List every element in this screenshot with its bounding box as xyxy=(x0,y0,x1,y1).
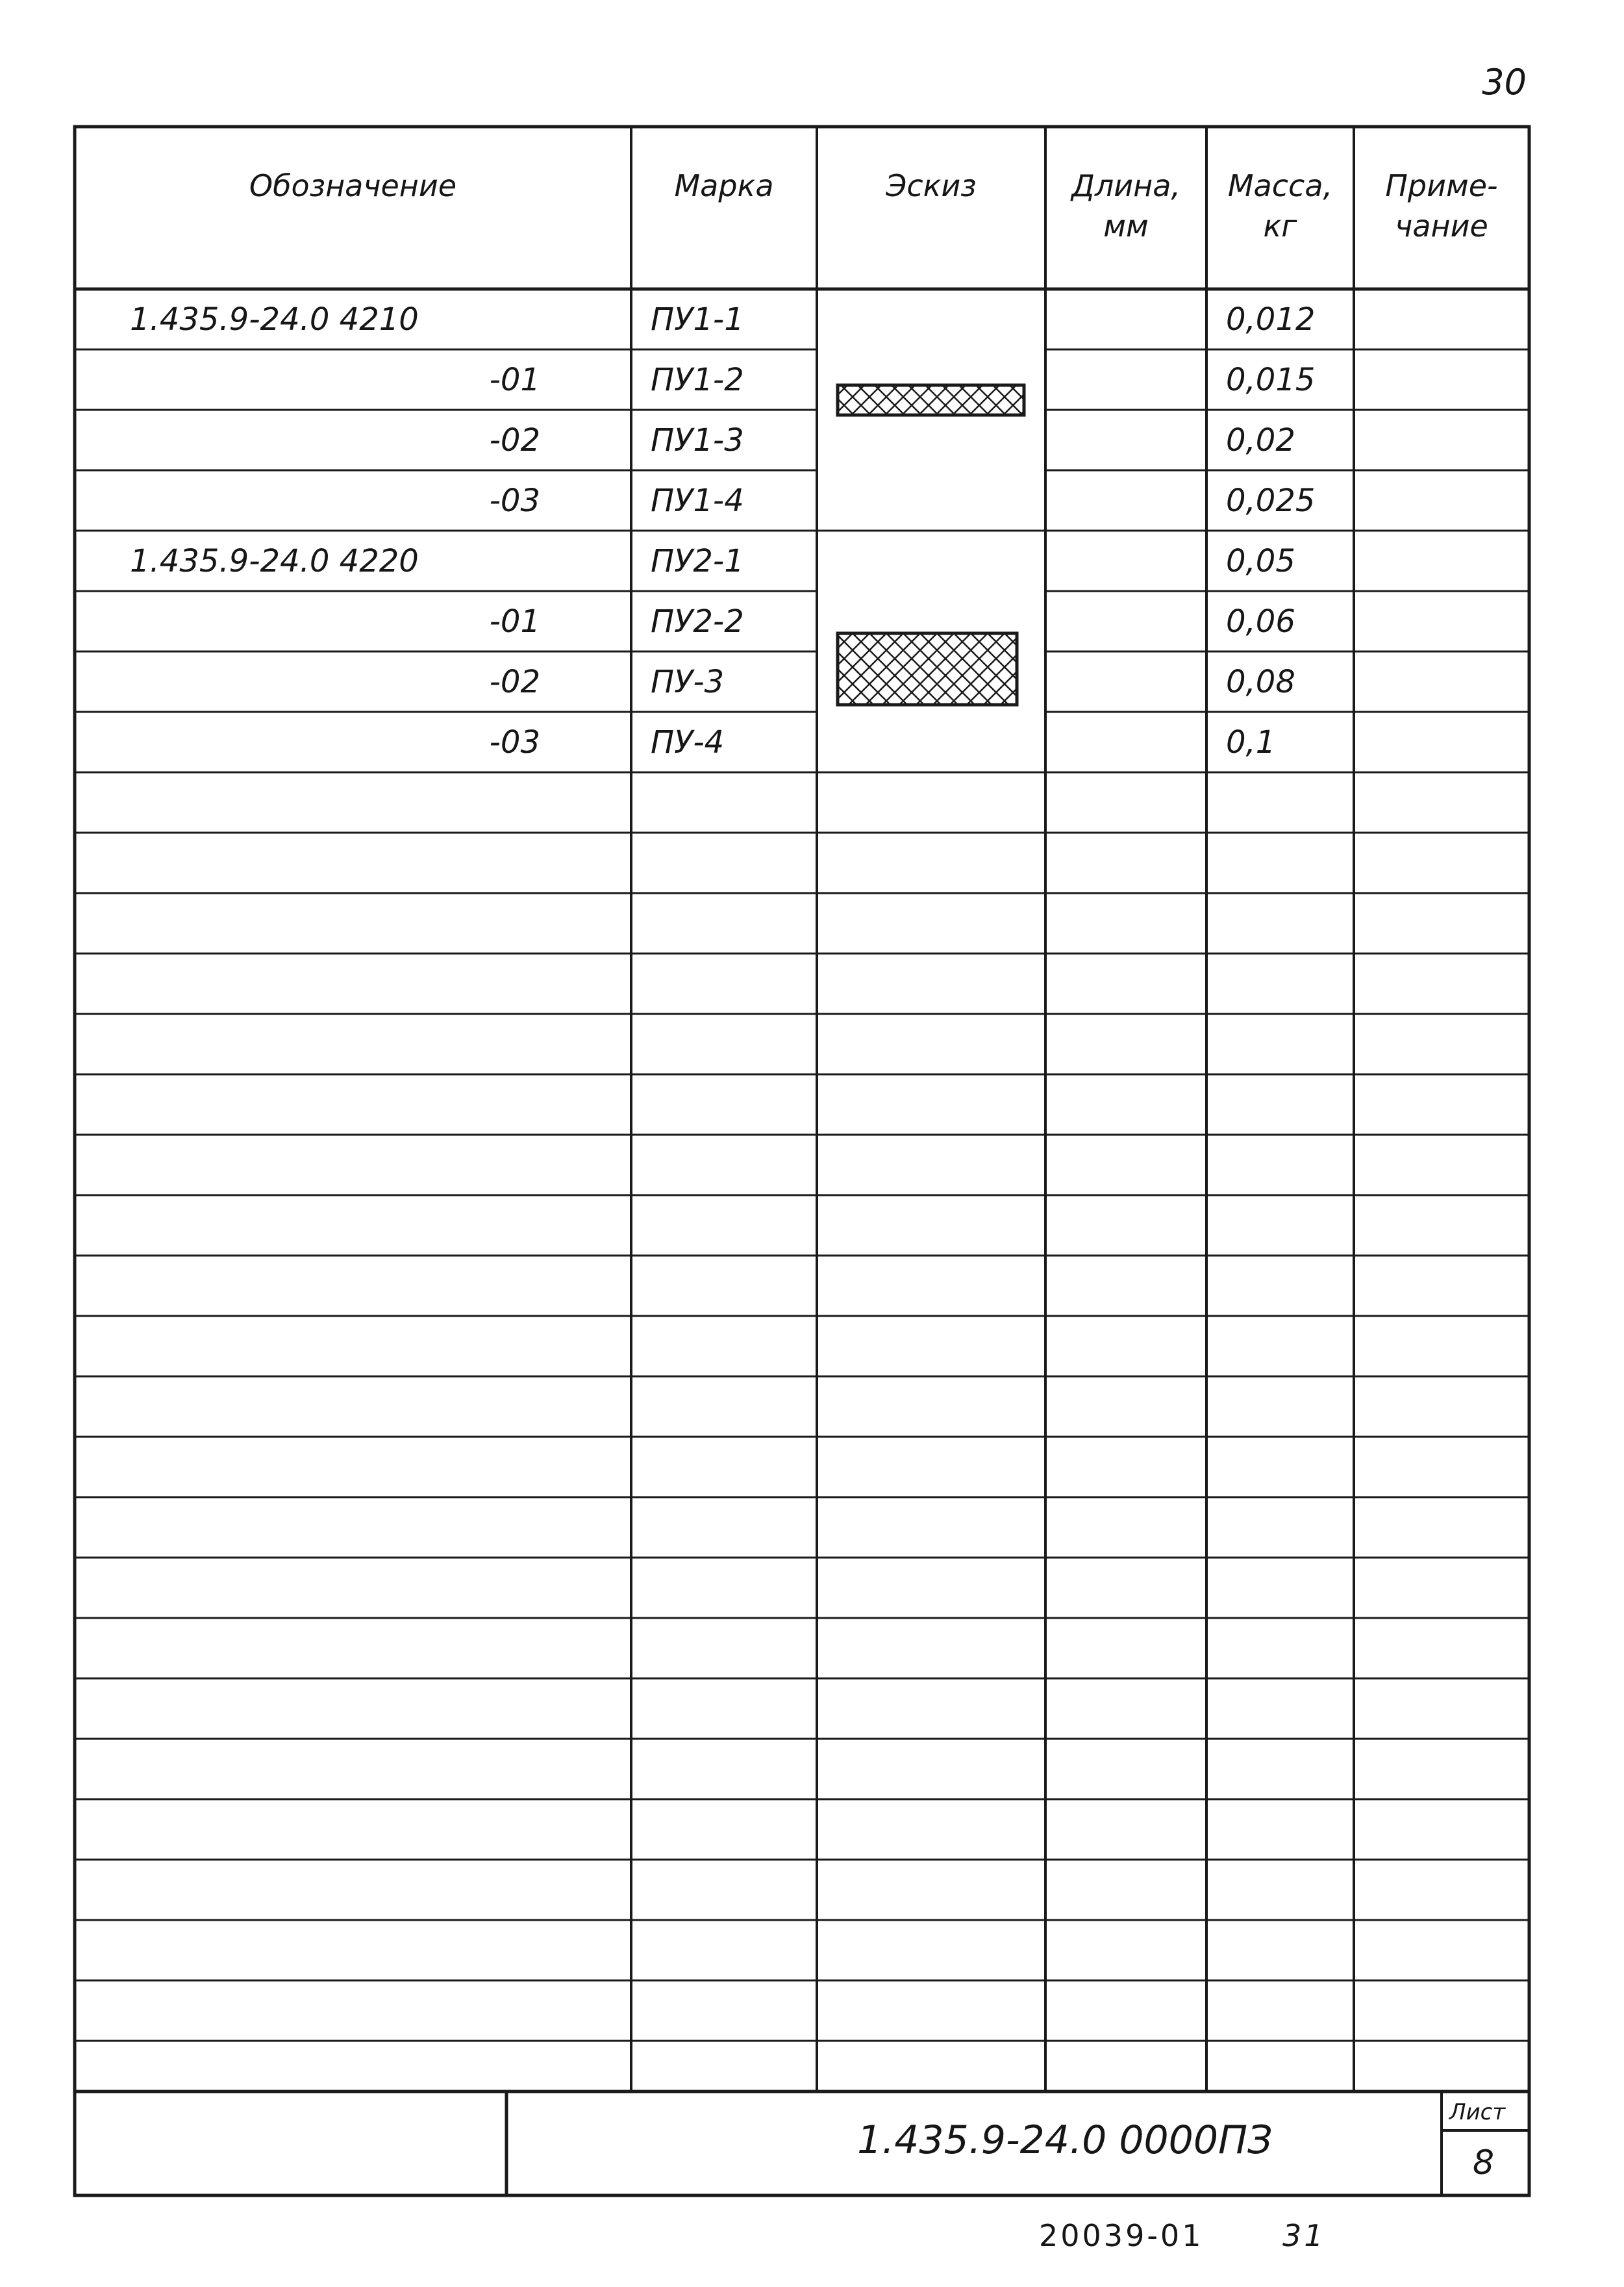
mark-cell: ПУ1-2 xyxy=(651,361,744,398)
note-cell xyxy=(1354,349,1529,410)
archive-code: 20039-01 xyxy=(1039,2218,1204,2253)
note-cell xyxy=(1354,289,1529,349)
header-mass xyxy=(1206,166,1354,246)
header-length xyxy=(1045,166,1206,246)
header-mass-line2: кг xyxy=(1263,208,1297,244)
header-note xyxy=(1354,166,1529,246)
mass-cell: 0,1 xyxy=(1226,724,1276,761)
note-cell xyxy=(1354,591,1529,651)
designation-cell: -02 xyxy=(489,422,540,459)
header-sketch: Эскиз xyxy=(886,168,977,203)
note-cell xyxy=(1354,712,1529,772)
mass-cell: 0,015 xyxy=(1226,361,1316,398)
designation-cell: 1.435.9-24.0 4220 xyxy=(130,542,419,579)
document-code: 1.435.9-24.0 0000ПЗ xyxy=(857,2117,1273,2163)
note-cell xyxy=(1354,531,1529,591)
length-cell xyxy=(1045,289,1206,349)
designation-cell: -01 xyxy=(489,361,540,398)
mark-cell: ПУ-3 xyxy=(651,663,725,700)
designation-cell: -01 xyxy=(489,603,540,640)
sheet-label: Лист xyxy=(1449,2099,1506,2125)
page-number: 30 xyxy=(1482,62,1527,103)
length-cell xyxy=(1045,470,1206,531)
designation-cell: -03 xyxy=(489,724,540,761)
header-length-line2: мм xyxy=(1103,208,1149,244)
header-note-line1: Приме- xyxy=(1385,168,1498,203)
note-cell xyxy=(1354,470,1529,531)
length-cell xyxy=(1045,531,1206,591)
length-cell xyxy=(1045,591,1206,651)
mass-cell: 0,02 xyxy=(1226,422,1295,459)
designation-cell: 1.435.9-24.0 4210 xyxy=(130,301,419,338)
sketch-plate-thin xyxy=(838,385,1024,415)
mark-cell: ПУ2-2 xyxy=(651,603,744,640)
mass-cell: 0,05 xyxy=(1226,542,1295,579)
header-note-line2: чание xyxy=(1395,208,1488,244)
note-cell xyxy=(1354,410,1529,470)
length-cell xyxy=(1045,410,1206,470)
length-cell xyxy=(1045,651,1206,712)
designation-cell: -03 xyxy=(489,482,540,519)
length-cell xyxy=(1045,349,1206,410)
header-designation: Обозначение xyxy=(249,168,457,203)
archive-sheet: 31 xyxy=(1282,2218,1326,2253)
length-cell xyxy=(1045,712,1206,772)
mark-cell: ПУ1-4 xyxy=(651,482,744,519)
sheet-number: 8 xyxy=(1473,2143,1495,2182)
mass-cell: 0,06 xyxy=(1226,603,1295,640)
mass-cell: 0,08 xyxy=(1226,663,1295,700)
note-cell xyxy=(1354,651,1529,712)
header-length-line1: Длина, xyxy=(1071,168,1181,203)
header-mass-line1: Масса, xyxy=(1227,168,1333,203)
sketch-plate-thick xyxy=(838,633,1017,705)
designation-cell: -02 xyxy=(489,663,540,700)
mass-cell: 0,012 xyxy=(1226,301,1316,338)
mark-cell: ПУ2-1 xyxy=(651,542,744,579)
mark-cell: ПУ-4 xyxy=(651,724,725,761)
mass-cell: 0,025 xyxy=(1226,482,1316,519)
header-mark: Марка xyxy=(674,168,774,203)
mark-cell: ПУ1-1 xyxy=(651,301,744,338)
mark-cell: ПУ1-3 xyxy=(651,422,744,459)
